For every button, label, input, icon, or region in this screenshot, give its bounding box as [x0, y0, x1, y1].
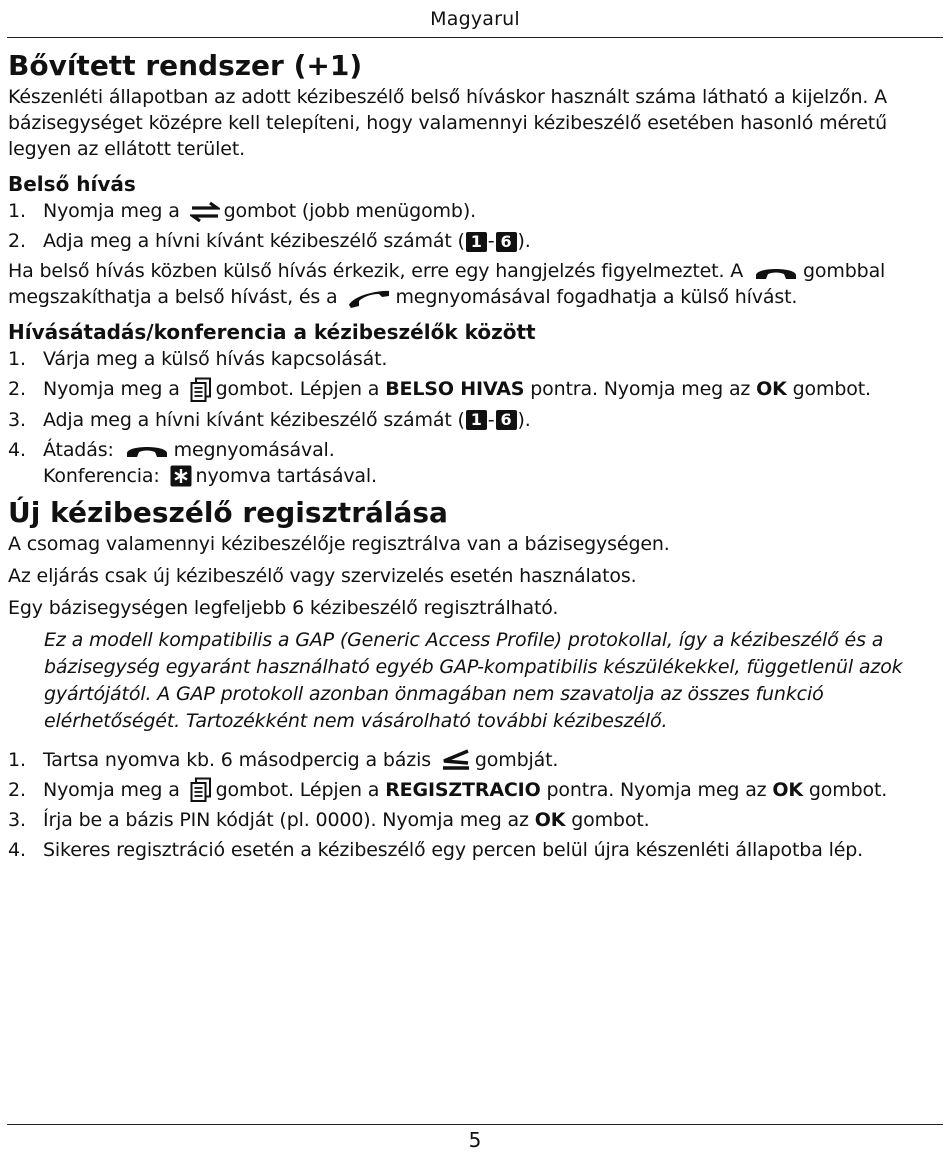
step-text: gombot. [808, 778, 888, 801]
ok-keyword: OK [772, 778, 803, 801]
subsection-title-internal-call: Belső hívás [8, 172, 136, 196]
step-number: 2. [8, 230, 26, 252]
step-text: Konferencia: [43, 464, 160, 487]
list-item [8, 407, 933, 433]
hang-up-icon [753, 263, 799, 281]
step-text: ). [517, 230, 531, 252]
step-text: nyomva tartásával. [195, 464, 377, 487]
menu-keyword: BELSO HIVAS [385, 378, 525, 400]
step-text: Sikeres regisztráció esetén a kézibeszélő egy percen belül újra készenléti állapotba lép. [43, 839, 864, 861]
key-1-icon: 1 [466, 232, 487, 252]
paragraph: Az eljárás csak új kézibeszélő vagy szervizelés esetén használatos. [8, 564, 637, 587]
hang-up-icon [124, 441, 170, 459]
list-item [8, 228, 933, 254]
step-text: Adja meg a hívni kívánt kézibeszélő számát ( [43, 230, 465, 252]
note-text: Ha belső hívás közben külső hívás érkezik, erre egy hangjelzés figyelmeztet. A [8, 260, 744, 282]
star-key-icon [170, 465, 192, 487]
step-text: gombot (jobb menügomb). [223, 200, 476, 222]
step-text: Várja meg a külső hívás kapcsolását. [43, 348, 388, 370]
step-number: 2. [8, 778, 26, 801]
step-text: Írja be a bázis PIN kódját (pl. 0000). Nyomja meg az [43, 809, 529, 831]
step-text: Adja meg a hívni kívánt kézibeszélő számát ( [43, 408, 465, 431]
step-text: gombot. Lépjen a [215, 378, 380, 400]
ok-keyword: OK [756, 378, 787, 400]
section-title-extended-system: Bővített rendszer (+1) [8, 49, 363, 82]
ok-keyword: OK [534, 809, 566, 831]
page-number: 5 [468, 1128, 482, 1152]
list-item [8, 437, 933, 489]
page-content [8, 48, 933, 863]
step-number: 4. [8, 438, 26, 461]
gap-note: Ez a modell kompatibilis a GAP (Generic Access Profile) protokollal, így a kézibeszélő és a bázisegység egyaránt használható egyéb GAP-kompatibilis készülékekkel, függetlenül azok gyártójától. A GAP protokoll azonban önmagában nem szavatolja az összes funkció elérhetőségét. Tartozékként nem vásárolható további kézibeszélő. [44, 628, 903, 732]
step-number: 4. [8, 839, 26, 861]
key-6-icon: 6 [496, 410, 517, 430]
subsection-title-transfer: Hívásátadás/konferencia a kézibeszélők között [8, 320, 536, 344]
step-text: Tartsa nyomva kb. 6 másodpercig a bázis [43, 748, 431, 771]
step-text: gombot. [792, 378, 871, 400]
step-number: 3. [8, 408, 26, 431]
step-text: megnyomásával. [173, 438, 335, 461]
section-title-registration: Új kézibeszélő regisztrálása [8, 495, 448, 529]
list-item [8, 747, 933, 773]
language-header: Magyarul [430, 8, 520, 30]
paragraph: A csomag valamennyi kézibeszélője regisztrálva van a bázisegységen. [8, 532, 670, 555]
step-number: 3. [8, 809, 26, 831]
step-text: gombot. Lépjen a [215, 778, 380, 801]
menu-icon [190, 777, 212, 803]
step-text: pontra. Nyomja meg az [546, 778, 767, 801]
step-text: gombot. [571, 809, 650, 831]
menu-keyword: REGISZTRACIO [385, 778, 541, 801]
list-item [8, 777, 933, 804]
dash: - [487, 408, 495, 431]
step-text: Nyomja meg a [43, 778, 180, 801]
step-number: 1. [8, 348, 26, 370]
key-1-icon: 1 [466, 410, 487, 430]
key-6-icon: 6 [496, 232, 517, 252]
dash: - [487, 230, 495, 252]
intercom-arrows-icon [190, 201, 220, 223]
footer-rule [7, 1124, 943, 1125]
paragraph: Egy bázisegységen legfeljebb 6 kézibeszélő regisztrálható. [8, 596, 559, 619]
internal-call-note [8, 258, 933, 310]
section-intro: Készenléti állapotban az adott kézibeszélő belső híváskor használt száma látható a kijelzőn. A bázisegységet középre kell telepíteni, hogy valamennyi kézibeszélő esetében hasonló méretű legyen az ellátott terület. [8, 86, 887, 160]
menu-icon [190, 377, 212, 403]
step-text: Átadás: [43, 438, 114, 461]
note-text: megnyomásával fogadhatja a külső hívást. [395, 286, 798, 308]
step-text: pontra. Nyomja meg az [530, 378, 751, 400]
step-text: gombját. [474, 748, 559, 771]
paging-icon [441, 749, 471, 771]
step-number: 2. [8, 378, 26, 400]
step-text: ). [517, 408, 531, 431]
list-item [8, 807, 933, 833]
step-text: Nyomja meg a [43, 200, 180, 222]
step-number: 1. [8, 200, 26, 222]
list-item [8, 346, 933, 372]
header-rule [7, 37, 943, 38]
list-item [8, 198, 933, 224]
note-text: gombbal megszakíthatja a belső hívást, és a [8, 260, 886, 308]
list-item [8, 376, 933, 403]
step-number: 1. [8, 748, 26, 771]
pick-up-icon [347, 288, 391, 308]
step-text: Nyomja meg a [43, 378, 180, 400]
list-item [8, 837, 933, 863]
